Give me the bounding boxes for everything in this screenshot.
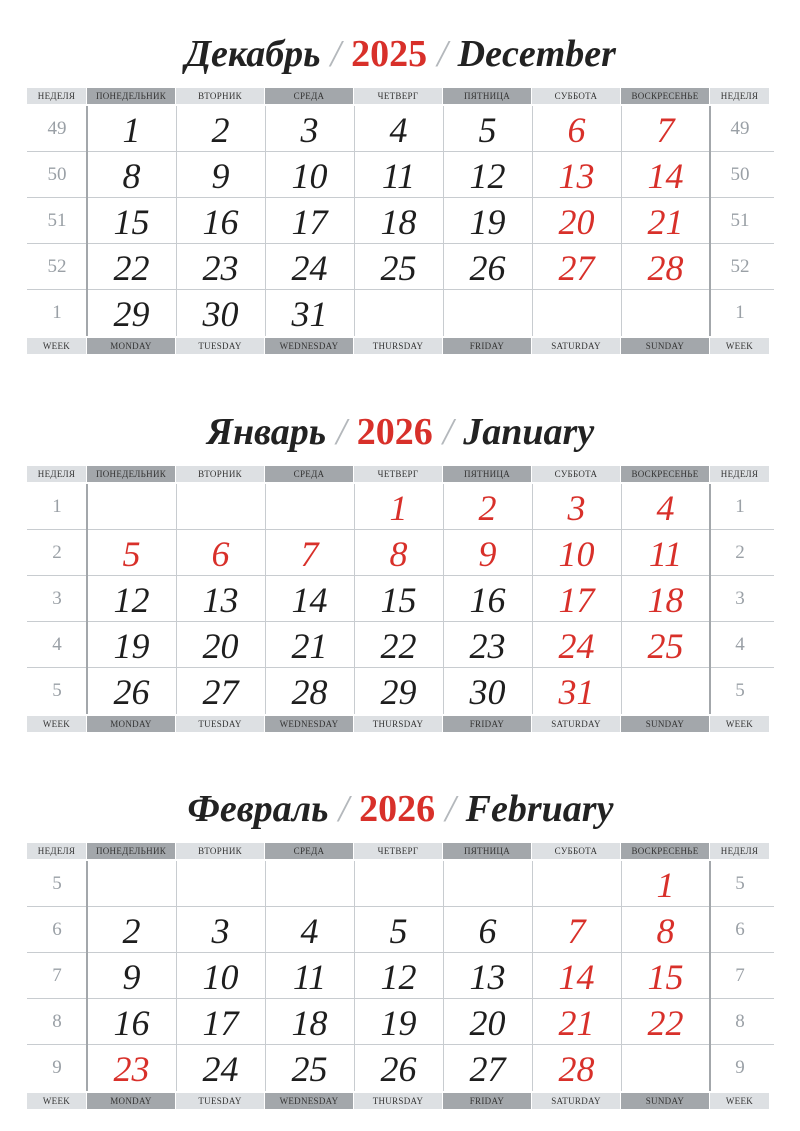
month-name-en: January [463, 411, 595, 453]
column-divider [443, 106, 444, 336]
day-cell [354, 861, 443, 907]
day-cell: 21 [558, 1003, 595, 1043]
day-cell: 19 [380, 1003, 417, 1043]
day-cell: 23 [202, 248, 239, 288]
weekday-header-ru-cell: ПОНЕДЕЛЬНИК [87, 88, 176, 104]
day-cell: 30 [202, 294, 239, 334]
day-cell: 1 [389, 488, 408, 528]
weekday-header-en-cell: TUESDAY [176, 1093, 265, 1109]
weekday-header-ru-cell: ПЯТНИЦА [443, 88, 532, 104]
day-cell: 8 [122, 156, 141, 196]
day-cell: 7 [300, 534, 319, 574]
column-divider [532, 861, 533, 1091]
day-cell [443, 861, 532, 907]
weekday-header-ru-cell: НЕДЕЛЯ [710, 843, 770, 859]
day-cell: 28 [291, 672, 328, 712]
weekday-header-en-cell: MONDAY [87, 1093, 176, 1109]
column-divider [354, 861, 355, 1091]
day-cell [532, 290, 621, 336]
week-row [27, 861, 774, 907]
week-row [27, 622, 774, 668]
column-divider [86, 484, 88, 714]
month-name-en: February [465, 788, 614, 830]
week-number: 49 [730, 118, 750, 139]
day-cell: 16 [469, 580, 506, 620]
column-divider [709, 484, 711, 714]
week-row [27, 999, 774, 1045]
day-cell: 27 [202, 672, 239, 712]
weekday-header-ru-cell: НЕДЕЛЯ [710, 466, 770, 482]
column-divider [176, 861, 177, 1091]
column-divider [532, 484, 533, 714]
weekday-header-en-cell: THURSDAY [354, 338, 443, 354]
weekday-header-ru-cell: СРЕДА [265, 466, 354, 482]
column-divider [354, 484, 355, 714]
weekday-header-ru-cell: ЧЕТВЕРГ [354, 88, 443, 104]
weekday-header-ru-cell: ЧЕТВЕРГ [354, 466, 443, 482]
day-cell: 27 [558, 248, 595, 288]
column-divider [443, 861, 444, 1091]
weekday-header-ru [27, 466, 774, 482]
day-cell: 4 [389, 110, 408, 150]
week-number: 2 [735, 542, 745, 563]
weekday-header-en-cell: WEDNESDAY [265, 338, 354, 354]
weekday-header-ru-cell: СРЕДА [265, 88, 354, 104]
day-cell: 15 [380, 580, 417, 620]
day-cell: 24 [202, 1049, 239, 1089]
column-divider [532, 106, 533, 336]
weekday-header-en-cell: WEEK [27, 338, 87, 354]
day-cell: 14 [558, 957, 595, 997]
title-slash: / [336, 411, 347, 453]
day-cell: 18 [647, 580, 684, 620]
weekday-header-en-cell: FRIDAY [443, 1093, 532, 1109]
day-cell: 25 [647, 626, 684, 666]
day-cell: 15 [647, 957, 684, 997]
weekday-header-ru-cell: СУББОТА [532, 88, 621, 104]
day-cell: 18 [291, 1003, 328, 1043]
day-cell: 2 [122, 911, 141, 951]
week-number: 8 [735, 1011, 745, 1032]
week-number: 5 [52, 873, 62, 894]
week-row [27, 152, 774, 198]
week-number: 5 [735, 680, 745, 701]
day-cell: 19 [469, 202, 506, 242]
week-number: 9 [735, 1057, 745, 1078]
day-cell: 9 [211, 156, 230, 196]
weekday-header-ru-cell: НЕДЕЛЯ [27, 88, 87, 104]
day-cell: 26 [469, 248, 506, 288]
day-cell [621, 668, 710, 714]
day-cell: 26 [113, 672, 150, 712]
weekday-header-en-cell: SATURDAY [532, 338, 621, 354]
day-cell: 21 [647, 202, 684, 242]
column-divider [621, 106, 622, 336]
day-cell: 12 [469, 156, 506, 196]
week-row [27, 198, 774, 244]
week-number: 9 [52, 1057, 62, 1078]
day-cell: 29 [113, 294, 150, 334]
column-divider [265, 106, 266, 336]
day-cell: 4 [300, 911, 319, 951]
weekday-header-en-cell: TUESDAY [176, 716, 265, 732]
week-number: 6 [52, 919, 62, 940]
day-cell: 22 [647, 1003, 684, 1043]
day-cell: 17 [202, 1003, 239, 1043]
day-cell: 4 [656, 488, 675, 528]
week-number: 2 [52, 542, 62, 563]
week-number: 1 [735, 496, 745, 517]
week-row [27, 530, 774, 576]
weekday-header-ru-cell: ВОСКРЕСЕНЬЕ [621, 88, 710, 104]
day-cell: 14 [647, 156, 684, 196]
day-cell: 10 [558, 534, 595, 574]
column-divider [621, 484, 622, 714]
day-cell: 5 [478, 110, 497, 150]
month-name-en: December [457, 33, 616, 75]
column-divider [354, 106, 355, 336]
day-cell: 6 [567, 110, 586, 150]
weekday-header-ru-cell: СУББОТА [532, 466, 621, 482]
month-year: 2026 [359, 788, 436, 830]
column-divider [443, 484, 444, 714]
weekday-header-ru-cell: ВТОРНИК [176, 843, 265, 859]
title-slash: / [437, 33, 448, 75]
weekday-header-ru-cell: ВТОРНИК [176, 466, 265, 482]
day-cell [176, 484, 265, 530]
month-grid [27, 861, 774, 1091]
day-cell [354, 290, 443, 336]
column-divider [709, 861, 711, 1091]
day-cell: 15 [113, 202, 150, 242]
day-cell: 27 [469, 1049, 506, 1089]
week-row [27, 576, 774, 622]
day-cell [265, 484, 354, 530]
title-slash: / [445, 788, 456, 830]
day-cell: 12 [380, 957, 417, 997]
day-cell: 1 [656, 865, 675, 905]
day-cell [265, 861, 354, 907]
day-cell: 24 [558, 626, 595, 666]
weekday-header-en-cell: SATURDAY [532, 1093, 621, 1109]
weekday-header-en-cell: WEEK [27, 1093, 87, 1109]
weekday-header-en [27, 338, 774, 354]
day-cell: 25 [380, 248, 417, 288]
column-divider [709, 106, 711, 336]
day-cell: 20 [558, 202, 595, 242]
weekday-header-ru [27, 843, 774, 859]
weekday-header-en-cell: WEEK [710, 338, 770, 354]
week-row [27, 290, 774, 336]
day-cell: 23 [113, 1049, 150, 1089]
day-cell: 16 [202, 202, 239, 242]
day-cell: 11 [292, 957, 327, 997]
day-cell: 22 [113, 248, 150, 288]
weekday-header-en-cell: THURSDAY [354, 1093, 443, 1109]
day-cell: 21 [291, 626, 328, 666]
week-number: 4 [735, 634, 745, 655]
day-cell: 5 [122, 534, 141, 574]
day-cell: 6 [478, 911, 497, 951]
column-divider [176, 484, 177, 714]
week-number: 1 [52, 496, 62, 517]
weekday-header-ru-cell: СУББОТА [532, 843, 621, 859]
day-cell: 31 [291, 294, 328, 334]
weekday-header-en [27, 1093, 774, 1109]
weekday-header-ru [27, 88, 774, 104]
day-cell: 25 [291, 1049, 328, 1089]
weekday-header-ru-cell: ПЯТНИЦА [443, 843, 532, 859]
weekday-header-ru-cell: ВОСКРЕСЕНЬЕ [621, 843, 710, 859]
week-row [27, 484, 774, 530]
week-row [27, 1045, 774, 1091]
weekday-header-en [27, 716, 774, 732]
week-number: 1 [735, 302, 745, 323]
weekday-header-en-cell: THURSDAY [354, 716, 443, 732]
weekday-header-ru-cell: ВОСКРЕСЕНЬЕ [621, 466, 710, 482]
day-cell [621, 1045, 710, 1091]
column-divider [86, 861, 88, 1091]
week-number: 52 [47, 256, 67, 277]
day-cell: 10 [202, 957, 239, 997]
day-cell: 13 [558, 156, 595, 196]
weekday-header-en-cell: WEEK [710, 716, 770, 732]
week-row [27, 907, 774, 953]
day-cell: 11 [648, 534, 683, 574]
day-cell: 10 [291, 156, 328, 196]
day-cell: 14 [291, 580, 328, 620]
week-number: 7 [735, 965, 745, 986]
month-grid [27, 106, 774, 336]
weekday-header-ru-cell: НЕДЕЛЯ [27, 466, 87, 482]
week-number: 8 [52, 1011, 62, 1032]
day-cell [176, 861, 265, 907]
month-title [27, 30, 774, 78]
week-number: 51 [47, 210, 67, 231]
day-cell: 22 [380, 626, 417, 666]
day-cell [621, 290, 710, 336]
weekday-header-en-cell: SUNDAY [621, 338, 710, 354]
week-number: 3 [52, 588, 62, 609]
title-slash: / [338, 788, 350, 830]
month-name-ru: Февраль [187, 788, 329, 830]
day-cell: 3 [211, 911, 230, 951]
week-row [27, 106, 774, 152]
column-divider [265, 861, 266, 1091]
day-cell: 3 [567, 488, 586, 528]
week-row [27, 953, 774, 999]
day-cell: 16 [113, 1003, 150, 1043]
day-cell [532, 861, 621, 907]
day-cell: 19 [113, 626, 150, 666]
day-cell: 20 [469, 1003, 506, 1043]
day-cell [443, 290, 532, 336]
week-row [27, 244, 774, 290]
weekday-header-en-cell: MONDAY [87, 338, 176, 354]
weekday-header-en-cell: WEDNESDAY [265, 1093, 354, 1109]
week-row [27, 668, 774, 714]
day-cell: 18 [380, 202, 417, 242]
day-cell: 24 [291, 248, 328, 288]
week-number: 7 [52, 965, 62, 986]
month-block-1 [27, 408, 774, 732]
day-cell: 20 [202, 626, 239, 666]
day-cell: 17 [558, 580, 595, 620]
month-name-ru: Декабрь [185, 33, 321, 75]
month-block-2 [27, 785, 774, 1109]
column-divider [621, 861, 622, 1091]
day-cell: 7 [567, 911, 586, 951]
month-year: 2025 [351, 33, 428, 75]
weekday-header-en-cell: WEEK [27, 716, 87, 732]
weekday-header-en-cell: FRIDAY [443, 338, 532, 354]
day-cell: 6 [211, 534, 230, 574]
day-cell: 13 [202, 580, 239, 620]
weekday-header-ru-cell: НЕДЕЛЯ [710, 88, 770, 104]
day-cell: 9 [478, 534, 497, 574]
weekday-header-ru-cell: ПОНЕДЕЛЬНИК [87, 843, 176, 859]
day-cell: 31 [558, 672, 595, 712]
weekday-header-en-cell: TUESDAY [176, 338, 265, 354]
column-divider [265, 484, 266, 714]
day-cell: 12 [113, 580, 150, 620]
week-number: 3 [735, 588, 745, 609]
week-number: 52 [730, 256, 750, 277]
title-slash: / [442, 411, 454, 453]
weekday-header-ru-cell: ЧЕТВЕРГ [354, 843, 443, 859]
month-year: 2026 [356, 411, 433, 453]
week-number: 49 [47, 118, 67, 139]
weekday-header-en-cell: SATURDAY [532, 716, 621, 732]
day-cell: 30 [469, 672, 506, 712]
weekday-header-ru-cell: ПОНЕДЕЛЬНИК [87, 466, 176, 482]
week-number: 50 [47, 164, 67, 185]
day-cell [87, 861, 176, 907]
weekday-header-en-cell: WEEK [710, 1093, 770, 1109]
title-slash: / [330, 33, 342, 75]
weekday-header-ru-cell: ВТОРНИК [176, 88, 265, 104]
column-divider [86, 106, 88, 336]
weekday-header-ru-cell: СРЕДА [265, 843, 354, 859]
day-cell: 13 [469, 957, 506, 997]
day-cell: 3 [300, 110, 319, 150]
day-cell: 28 [558, 1049, 595, 1089]
weekday-header-en-cell: SUNDAY [621, 716, 710, 732]
month-title [27, 408, 774, 456]
week-number: 50 [730, 164, 750, 185]
day-cell: 2 [478, 488, 497, 528]
month-grid [27, 484, 774, 714]
weekday-header-en-cell: WEDNESDAY [265, 716, 354, 732]
weekday-header-en-cell: SUNDAY [621, 1093, 710, 1109]
week-number: 5 [735, 873, 745, 894]
week-number: 51 [730, 210, 750, 231]
day-cell: 26 [380, 1049, 417, 1089]
week-number: 1 [52, 302, 62, 323]
day-cell: 8 [656, 911, 675, 951]
week-number: 5 [52, 680, 62, 701]
day-cell: 1 [122, 110, 141, 150]
week-number: 6 [735, 919, 745, 940]
day-cell [87, 484, 176, 530]
day-cell: 2 [211, 110, 230, 150]
weekday-header-ru-cell: НЕДЕЛЯ [27, 843, 87, 859]
day-cell: 17 [291, 202, 328, 242]
month-block-0 [27, 30, 774, 354]
week-number: 4 [52, 634, 62, 655]
weekday-header-en-cell: MONDAY [87, 716, 176, 732]
day-cell: 5 [389, 911, 408, 951]
day-cell: 8 [389, 534, 408, 574]
day-cell: 7 [656, 110, 675, 150]
month-title [27, 785, 774, 833]
day-cell: 11 [381, 156, 416, 196]
weekday-header-en-cell: FRIDAY [443, 716, 532, 732]
column-divider [176, 106, 177, 336]
day-cell: 9 [122, 957, 141, 997]
day-cell: 23 [469, 626, 506, 666]
day-cell: 29 [380, 672, 417, 712]
day-cell: 28 [647, 248, 684, 288]
weekday-header-ru-cell: ПЯТНИЦА [443, 466, 532, 482]
month-name-ru: Январь [206, 411, 327, 453]
